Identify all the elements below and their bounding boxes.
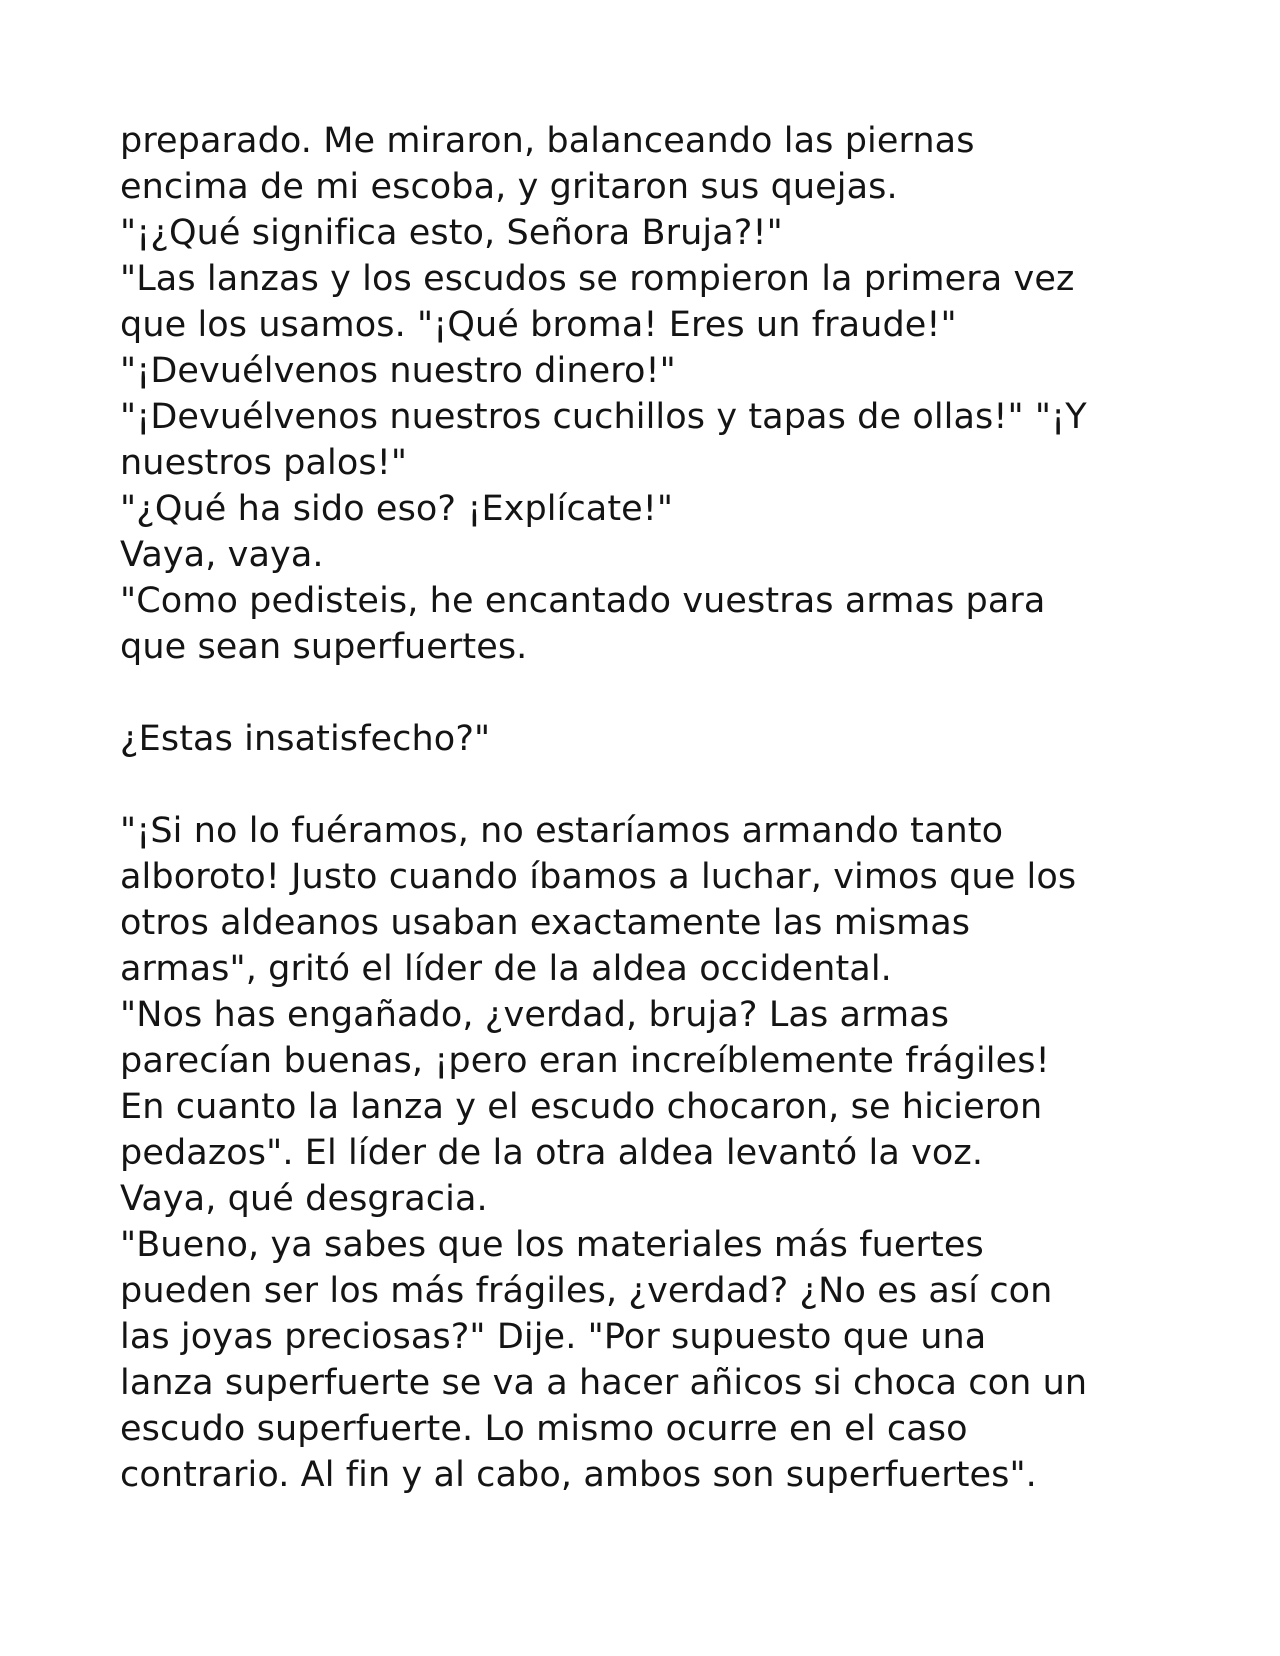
text-line: preparado. Me miraron, balanceando las piernas xyxy=(120,121,975,161)
text-line: "¡¿Qué significa esto, Señora Bruja?!" xyxy=(120,213,783,253)
text-line: armas", gritó el líder de la aldea occidental. xyxy=(120,949,892,989)
text-line: ¿Estas insatisfecho?" xyxy=(120,719,491,759)
text-line: escudo superfuerte. Lo mismo ocurre en el caso xyxy=(120,1409,968,1449)
text-line: "Las lanzas y los escudos se rompieron la primera vez xyxy=(120,259,1075,299)
document-body xyxy=(120,118,1200,1498)
paragraph-gap xyxy=(120,670,1200,716)
text-line: Vaya, vaya. xyxy=(120,535,324,575)
text-line: alboroto! Justo cuando íbamos a luchar, vimos que los xyxy=(120,857,1077,897)
text-line: nuestros palos!" xyxy=(120,443,408,483)
text-line: otros aldeanos usaban exactamente las mismas xyxy=(120,903,971,943)
text-line: que los usamos. "¡Qué broma! Eres un fraude!" xyxy=(120,305,957,345)
text-line: pueden ser los más frágiles, ¿verdad? ¿No es así con xyxy=(120,1271,1053,1311)
text-line: lanza superfuerte se va a hacer añicos si choca con un xyxy=(120,1363,1088,1403)
text-line: pedazos". El líder de la otra aldea levantó la voz. xyxy=(120,1133,984,1173)
text-line: parecían buenas, ¡pero eran increíblemente frágiles! xyxy=(120,1041,1050,1081)
text-line: En cuanto la lanza y el escudo chocaron, se hicieron xyxy=(120,1087,1043,1127)
text-line: contrario. Al fin y al cabo, ambos son superfuertes". xyxy=(120,1455,1037,1495)
text-line: "¡Devuélvenos nuestros cuchillos y tapas de ollas!" "¡Y xyxy=(120,397,1087,437)
text-line: "Como pedisteis, he encantado vuestras armas para xyxy=(120,581,1046,621)
text-line: "Nos has engañado, ¿verdad, bruja? Las armas xyxy=(120,995,950,1035)
text-line: Vaya, qué desgracia. xyxy=(120,1179,488,1219)
text-line: "¡Devuélvenos nuestro dinero!" xyxy=(120,351,676,391)
text-line: "Bueno, ya sabes que los materiales más fuertes xyxy=(120,1225,984,1265)
paragraph-gap xyxy=(120,762,1200,808)
text-line: que sean superfuertes. xyxy=(120,627,528,667)
text-line: "¡Si no lo fuéramos, no estaríamos armando tanto xyxy=(120,811,1004,851)
text-line: encima de mi escoba, y gritaron sus quejas. xyxy=(120,167,898,207)
text-line: "¿Qué ha sido eso? ¡Explícate!" xyxy=(120,489,674,529)
text-line: las joyas preciosas?" Dije. "Por supuesto que una xyxy=(120,1317,987,1357)
